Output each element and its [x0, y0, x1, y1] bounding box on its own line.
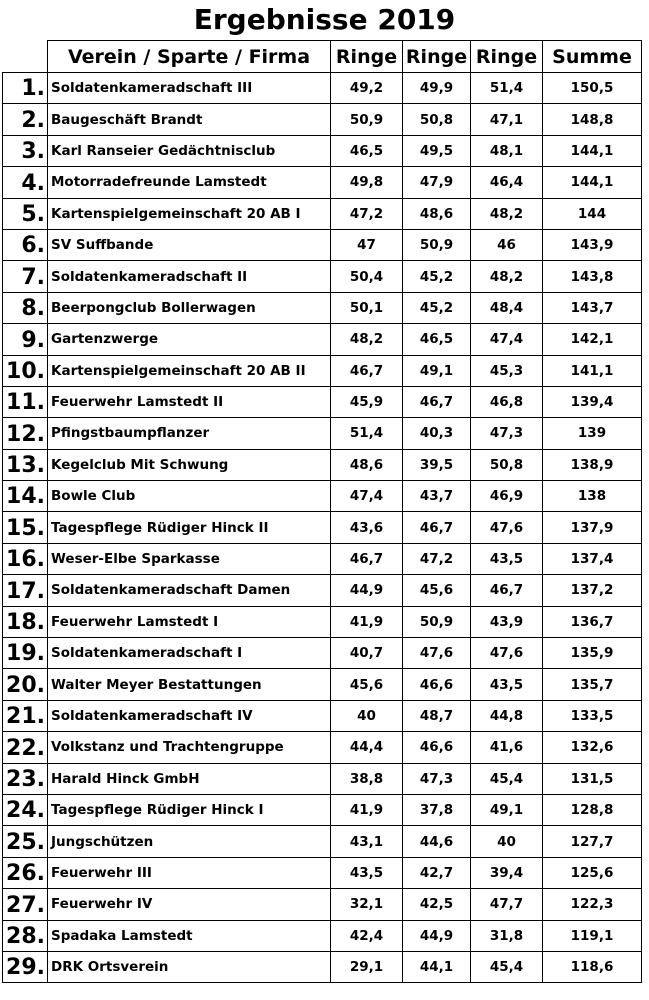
- rank-cell: 9.: [3, 324, 48, 355]
- ringe-2-cell: 44,9: [403, 920, 471, 951]
- summe-cell: 150,5: [543, 73, 642, 104]
- page-title: Ergebnisse 2019: [193, 3, 456, 36]
- ringe-1-cell: 45,9: [331, 386, 403, 417]
- club-cell: Soldatenkameradschaft I: [48, 638, 331, 669]
- club-cell: Beerpongclub Bollerwagen: [48, 292, 331, 323]
- club-cell: Bowle Club: [48, 481, 331, 512]
- summe-cell: 143,9: [543, 229, 642, 260]
- club-cell: Walter Meyer Bestattungen: [48, 669, 331, 700]
- summe-cell: 138: [543, 481, 642, 512]
- summe-cell: 135,7: [543, 669, 642, 700]
- ringe-3-cell: 48,2: [471, 198, 543, 229]
- ringe-3-cell: 48,4: [471, 292, 543, 323]
- table-row: [3, 794, 642, 825]
- summe-header: Summe: [543, 41, 642, 73]
- ringe-2-cell: 40,3: [403, 418, 471, 449]
- ringe-2-cell: 46,6: [403, 732, 471, 763]
- rank-cell: 7.: [3, 261, 48, 292]
- table-row: [3, 229, 642, 260]
- club-cell: Soldatenkameradschaft Damen: [48, 575, 331, 606]
- ringe-2-header: Ringe: [403, 41, 471, 73]
- ringe-3-cell: 48,1: [471, 135, 543, 166]
- ringe-2-cell: 50,8: [403, 104, 471, 135]
- ringe-1-cell: 47,2: [331, 198, 403, 229]
- summe-cell: 137,9: [543, 512, 642, 543]
- rank-cell: 18.: [3, 606, 48, 637]
- club-cell: Kegelclub Mit Schwung: [48, 449, 331, 480]
- ringe-2-cell: 45,2: [403, 261, 471, 292]
- club-cell: Spadaka Lamstedt: [48, 920, 331, 951]
- ringe-1-cell: 40: [331, 700, 403, 731]
- ringe-3-cell: 46,7: [471, 575, 543, 606]
- summe-cell: 137,2: [543, 575, 642, 606]
- ringe-3-cell: 50,8: [471, 449, 543, 480]
- ringe-3-cell: 51,4: [471, 73, 543, 104]
- ringe-3-cell: 31,8: [471, 920, 543, 951]
- ringe-1-cell: 38,8: [331, 763, 403, 794]
- club-cell: Soldatenkameradschaft III: [48, 73, 331, 104]
- table-row: [3, 261, 642, 292]
- summe-cell: 118,6: [543, 951, 642, 982]
- summe-cell: 132,6: [543, 732, 642, 763]
- ringe-3-cell: 45,4: [471, 951, 543, 982]
- ringe-1-cell: 43,6: [331, 512, 403, 543]
- ringe-1-cell: 32,1: [331, 889, 403, 920]
- ringe-3-cell: 41,6: [471, 732, 543, 763]
- table-row: [3, 732, 642, 763]
- ringe-3-cell: 47,4: [471, 324, 543, 355]
- club-cell: Karl Ranseier Gedächtnisclub: [48, 135, 331, 166]
- club-cell: Feuerwehr Lamstedt I: [48, 606, 331, 637]
- rank-cell: 25.: [3, 826, 48, 857]
- table-row: [3, 198, 642, 229]
- ringe-3-cell: 47,6: [471, 638, 543, 669]
- ringe-2-cell: 47,3: [403, 763, 471, 794]
- ringe-3-cell: 45,3: [471, 355, 543, 386]
- club-cell: Weser-Elbe Sparkasse: [48, 543, 331, 574]
- ringe-2-cell: 47,6: [403, 638, 471, 669]
- rank-cell: 8.: [3, 292, 48, 323]
- table-row: [3, 292, 642, 323]
- club-cell: Motorradefreunde Lamstedt: [48, 167, 331, 198]
- table-row: [3, 889, 642, 920]
- rank-cell: 5.: [3, 198, 48, 229]
- ringe-2-cell: 44,1: [403, 951, 471, 982]
- results-table: [2, 40, 642, 983]
- ringe-1-cell: 44,4: [331, 732, 403, 763]
- ringe-2-cell: 42,7: [403, 857, 471, 888]
- summe-cell: 125,6: [543, 857, 642, 888]
- rank-cell: 20.: [3, 669, 48, 700]
- ringe-3-cell: 47,1: [471, 104, 543, 135]
- ringe-3-cell: 47,7: [471, 889, 543, 920]
- ringe-1-cell: 50,4: [331, 261, 403, 292]
- club-cell: Kartenspielgemeinschaft 20 AB I: [48, 198, 331, 229]
- summe-cell: 141,1: [543, 355, 642, 386]
- ringe-3-cell: 46,9: [471, 481, 543, 512]
- ringe-2-cell: 50,9: [403, 606, 471, 637]
- summe-cell: 135,9: [543, 638, 642, 669]
- club-cell: DRK Ortsverein: [48, 951, 331, 982]
- summe-cell: 131,5: [543, 763, 642, 794]
- table-row: [3, 104, 642, 135]
- table-row: [3, 763, 642, 794]
- rank-cell: 28.: [3, 920, 48, 951]
- ringe-1-cell: 44,9: [331, 575, 403, 606]
- summe-cell: 122,3: [543, 889, 642, 920]
- ringe-1-cell: 43,1: [331, 826, 403, 857]
- summe-cell: 143,8: [543, 261, 642, 292]
- summe-cell: 144,1: [543, 135, 642, 166]
- rank-cell: 19.: [3, 638, 48, 669]
- summe-cell: 127,7: [543, 826, 642, 857]
- ringe-1-cell: 45,6: [331, 669, 403, 700]
- header-row: [3, 41, 642, 73]
- club-cell: Tagespflege Rüdiger Hinck I: [48, 794, 331, 825]
- ringe-1-cell: 50,9: [331, 104, 403, 135]
- table-row: [3, 73, 642, 104]
- table-row: [3, 543, 642, 574]
- ringe-3-cell: 48,2: [471, 261, 543, 292]
- ringe-3-cell: 47,6: [471, 512, 543, 543]
- rank-cell: 16.: [3, 543, 48, 574]
- ringe-3-header: Ringe: [471, 41, 543, 73]
- ringe-1-cell: 43,5: [331, 857, 403, 888]
- table-row: [3, 449, 642, 480]
- table-row: [3, 606, 642, 637]
- summe-cell: 148,8: [543, 104, 642, 135]
- rank-cell: 22.: [3, 732, 48, 763]
- summe-cell: 139,4: [543, 386, 642, 417]
- club-cell: Volkstanz und Trachtengruppe: [48, 732, 331, 763]
- ringe-1-cell: 41,9: [331, 606, 403, 637]
- ringe-3-cell: 44,8: [471, 700, 543, 731]
- ringe-3-cell: 47,3: [471, 418, 543, 449]
- ringe-1-cell: 49,8: [331, 167, 403, 198]
- ringe-1-cell: 47,4: [331, 481, 403, 512]
- table-row: [3, 857, 642, 888]
- table-row: [3, 167, 642, 198]
- ringe-1-cell: 46,5: [331, 135, 403, 166]
- rank-cell: 13.: [3, 449, 48, 480]
- summe-cell: 138,9: [543, 449, 642, 480]
- table-row: [3, 481, 642, 512]
- table-row: [3, 638, 642, 669]
- club-cell: Tagespflege Rüdiger Hinck II: [48, 512, 331, 543]
- table-row: [3, 135, 642, 166]
- ringe-1-cell: 41,9: [331, 794, 403, 825]
- rank-cell: 3.: [3, 135, 48, 166]
- table-row: [3, 324, 642, 355]
- rank-cell: 4.: [3, 167, 48, 198]
- table-row: [3, 700, 642, 731]
- table-row: [3, 575, 642, 606]
- ringe-1-cell: 42,4: [331, 920, 403, 951]
- club-cell: Jungschützen: [48, 826, 331, 857]
- rank-cell: 10.: [3, 355, 48, 386]
- ringe-3-cell: 49,1: [471, 794, 543, 825]
- club-cell: Pfingstbaumpflanzer: [48, 418, 331, 449]
- ringe-2-cell: 45,2: [403, 292, 471, 323]
- club-cell: Feuerwehr Lamstedt II: [48, 386, 331, 417]
- ringe-2-cell: 45,6: [403, 575, 471, 606]
- ringe-2-cell: 47,9: [403, 167, 471, 198]
- ringe-1-cell: 50,1: [331, 292, 403, 323]
- ringe-3-cell: 45,4: [471, 763, 543, 794]
- summe-cell: 119,1: [543, 920, 642, 951]
- ringe-3-cell: 43,5: [471, 543, 543, 574]
- club-cell: Soldatenkameradschaft IV: [48, 700, 331, 731]
- rank-cell: 26.: [3, 857, 48, 888]
- summe-cell: 142,1: [543, 324, 642, 355]
- rank-cell: 1.: [3, 73, 48, 104]
- table-row: [3, 386, 642, 417]
- rank-cell: 12.: [3, 418, 48, 449]
- ringe-1-cell: 46,7: [331, 355, 403, 386]
- ringe-3-cell: 46,8: [471, 386, 543, 417]
- club-cell: Baugeschäft Brandt: [48, 104, 331, 135]
- table-row: [3, 920, 642, 951]
- rank-cell: 23.: [3, 763, 48, 794]
- summe-cell: 144,1: [543, 167, 642, 198]
- ringe-3-cell: 46: [471, 229, 543, 260]
- ringe-2-cell: 47,2: [403, 543, 471, 574]
- table-row: [3, 355, 642, 386]
- rank-cell: 24.: [3, 794, 48, 825]
- ringe-2-cell: 46,5: [403, 324, 471, 355]
- ringe-2-cell: 49,9: [403, 73, 471, 104]
- ringe-1-cell: 51,4: [331, 418, 403, 449]
- ringe-2-cell: 44,6: [403, 826, 471, 857]
- summe-cell: 137,4: [543, 543, 642, 574]
- ringe-1-cell: 46,7: [331, 543, 403, 574]
- rank-cell: 11.: [3, 386, 48, 417]
- ringe-2-cell: 50,9: [403, 229, 471, 260]
- ringe-2-cell: 42,5: [403, 889, 471, 920]
- rank-cell: 15.: [3, 512, 48, 543]
- rank-cell: 2.: [3, 104, 48, 135]
- table-row: [3, 512, 642, 543]
- ringe-2-cell: 49,5: [403, 135, 471, 166]
- summe-cell: 133,5: [543, 700, 642, 731]
- rank-cell: 14.: [3, 481, 48, 512]
- ringe-2-cell: 43,7: [403, 481, 471, 512]
- table-row: [3, 418, 642, 449]
- rank-cell: 27.: [3, 889, 48, 920]
- club-header: Verein / Sparte / Firma: [48, 41, 331, 73]
- ringe-1-cell: 49,2: [331, 73, 403, 104]
- ringe-2-cell: 39,5: [403, 449, 471, 480]
- ringe-2-cell: 49,1: [403, 355, 471, 386]
- club-cell: Kartenspielgemeinschaft 20 AB II: [48, 355, 331, 386]
- club-cell: Gartenzwerge: [48, 324, 331, 355]
- ringe-1-cell: 48,6: [331, 449, 403, 480]
- results-body: [3, 73, 642, 983]
- ringe-1-header: Ringe: [331, 41, 403, 73]
- table-row: [3, 951, 642, 982]
- rank-cell: 17.: [3, 575, 48, 606]
- club-cell: SV Suffbande: [48, 229, 331, 260]
- ringe-2-cell: 48,7: [403, 700, 471, 731]
- club-cell: Soldatenkameradschaft II: [48, 261, 331, 292]
- table-row: [3, 669, 642, 700]
- rank-cell: 6.: [3, 229, 48, 260]
- ringe-2-cell: 46,6: [403, 669, 471, 700]
- club-cell: Feuerwehr IV: [48, 889, 331, 920]
- ringe-1-cell: 48,2: [331, 324, 403, 355]
- ringe-3-cell: 43,5: [471, 669, 543, 700]
- summe-cell: 144: [543, 198, 642, 229]
- table-row: [3, 826, 642, 857]
- summe-cell: 143,7: [543, 292, 642, 323]
- ringe-2-cell: 46,7: [403, 386, 471, 417]
- ringe-2-cell: 37,8: [403, 794, 471, 825]
- ringe-1-cell: 47: [331, 229, 403, 260]
- rank-header: [3, 41, 48, 73]
- summe-cell: 128,8: [543, 794, 642, 825]
- summe-cell: 136,7: [543, 606, 642, 637]
- ringe-2-cell: 46,7: [403, 512, 471, 543]
- ringe-3-cell: 39,4: [471, 857, 543, 888]
- ringe-1-cell: 29,1: [331, 951, 403, 982]
- ringe-3-cell: 43,9: [471, 606, 543, 637]
- ringe-1-cell: 40,7: [331, 638, 403, 669]
- club-cell: Harald Hinck GmbH: [48, 763, 331, 794]
- ringe-3-cell: 46,4: [471, 167, 543, 198]
- club-cell: Feuerwehr III: [48, 857, 331, 888]
- rank-cell: 21.: [3, 700, 48, 731]
- ringe-3-cell: 40: [471, 826, 543, 857]
- ringe-2-cell: 48,6: [403, 198, 471, 229]
- summe-cell: 139: [543, 418, 642, 449]
- rank-cell: 29.: [3, 951, 48, 982]
